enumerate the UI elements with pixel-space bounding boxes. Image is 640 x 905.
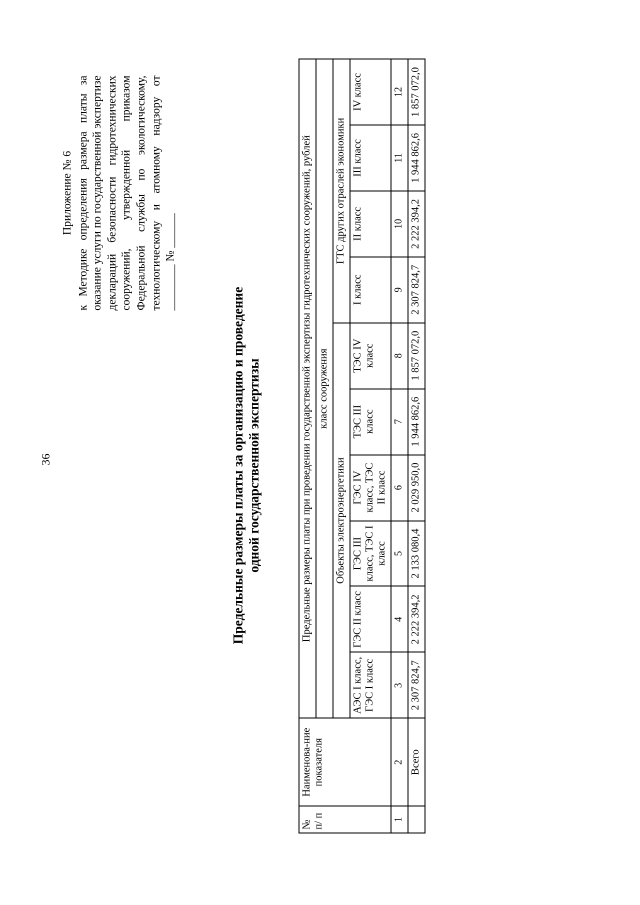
total-number-cell bbox=[408, 806, 425, 833]
column-header: II класс bbox=[350, 190, 391, 256]
column-header: ГЭС IV класс, ТЭС II класс bbox=[350, 454, 391, 520]
page-number: 36 bbox=[38, 453, 52, 465]
table-header-row bbox=[333, 59, 350, 833]
column-number: 4 bbox=[391, 586, 408, 652]
total-label: Всего bbox=[408, 718, 425, 806]
total-value: 2 307 824,7 bbox=[408, 256, 425, 322]
column-header: ГЭС III класс, ТЭС I класс bbox=[350, 520, 391, 586]
total-value: 2 133 080,4 bbox=[408, 520, 425, 586]
heading-line-2: одной государственной экспертизы bbox=[246, 357, 261, 573]
table-header-row bbox=[316, 59, 333, 833]
document-heading bbox=[230, 235, 262, 695]
table-header-row bbox=[350, 59, 391, 833]
total-value: 2 222 394,2 bbox=[408, 586, 425, 652]
total-value: 1 944 862,6 bbox=[408, 388, 425, 454]
header-name-cell: Наименова-ние показателя bbox=[299, 718, 391, 806]
column-number: 11 bbox=[391, 125, 408, 191]
header-class-cell: класс сооружения bbox=[316, 59, 333, 718]
column-number: 2 bbox=[391, 718, 408, 806]
total-value: 1 857 072,0 bbox=[408, 59, 425, 125]
total-value: 2 307 824,7 bbox=[408, 652, 425, 718]
column-number: 8 bbox=[391, 322, 408, 388]
total-value: 2 029 950,0 bbox=[408, 454, 425, 520]
column-header: ТЭС IV класс bbox=[350, 322, 391, 388]
column-number: 1 bbox=[391, 806, 408, 833]
header-number-cell: № п/ п bbox=[299, 806, 391, 833]
appendix-text: к Методике определения размера платы за оказание услуги по государственной экспертизе деклараций безопасности гидротехнических сооружений, утвержденной приказом Федеральной службы по экологическому, технологическому и атомному надзору от ________ № ______ bbox=[76, 75, 177, 310]
total-value: 1 944 862,6 bbox=[408, 125, 425, 191]
fees-table bbox=[298, 58, 425, 833]
column-header: АЭС I класс, ГЭС I класс bbox=[350, 652, 391, 718]
table-row-numbers bbox=[391, 59, 408, 833]
column-number: 6 bbox=[391, 454, 408, 520]
table-row-total bbox=[408, 59, 425, 833]
header-energy-cell: Объекты электроэнергетики bbox=[333, 322, 350, 718]
column-header: I класс bbox=[350, 256, 391, 322]
column-number: 9 bbox=[391, 256, 408, 322]
header-fees-cell: Предельные размеры платы при проведении государственной экспертизы гидротехнических сооружений, рублей bbox=[299, 59, 316, 718]
column-number: 12 bbox=[391, 59, 408, 125]
table-header-row bbox=[299, 59, 316, 833]
column-number: 5 bbox=[391, 520, 408, 586]
total-value: 2 222 394,2 bbox=[408, 190, 425, 256]
column-header: IV класс bbox=[350, 59, 391, 125]
column-number: 7 bbox=[391, 388, 408, 454]
total-value: 1 857 072,0 bbox=[408, 322, 425, 388]
appendix-block bbox=[60, 75, 178, 310]
heading-line-1: Предельные размеры платы за организацию и проведение bbox=[230, 286, 245, 644]
column-number: 3 bbox=[391, 652, 408, 718]
column-number: 10 bbox=[391, 190, 408, 256]
column-header: ТЭС III класс bbox=[350, 388, 391, 454]
column-header: ГЭС II класс bbox=[350, 586, 391, 652]
appendix-title: Приложение № 6 bbox=[61, 150, 73, 235]
column-header: III класс bbox=[350, 125, 391, 191]
header-other-cell: ГТС других отраслей экономики bbox=[333, 59, 350, 323]
